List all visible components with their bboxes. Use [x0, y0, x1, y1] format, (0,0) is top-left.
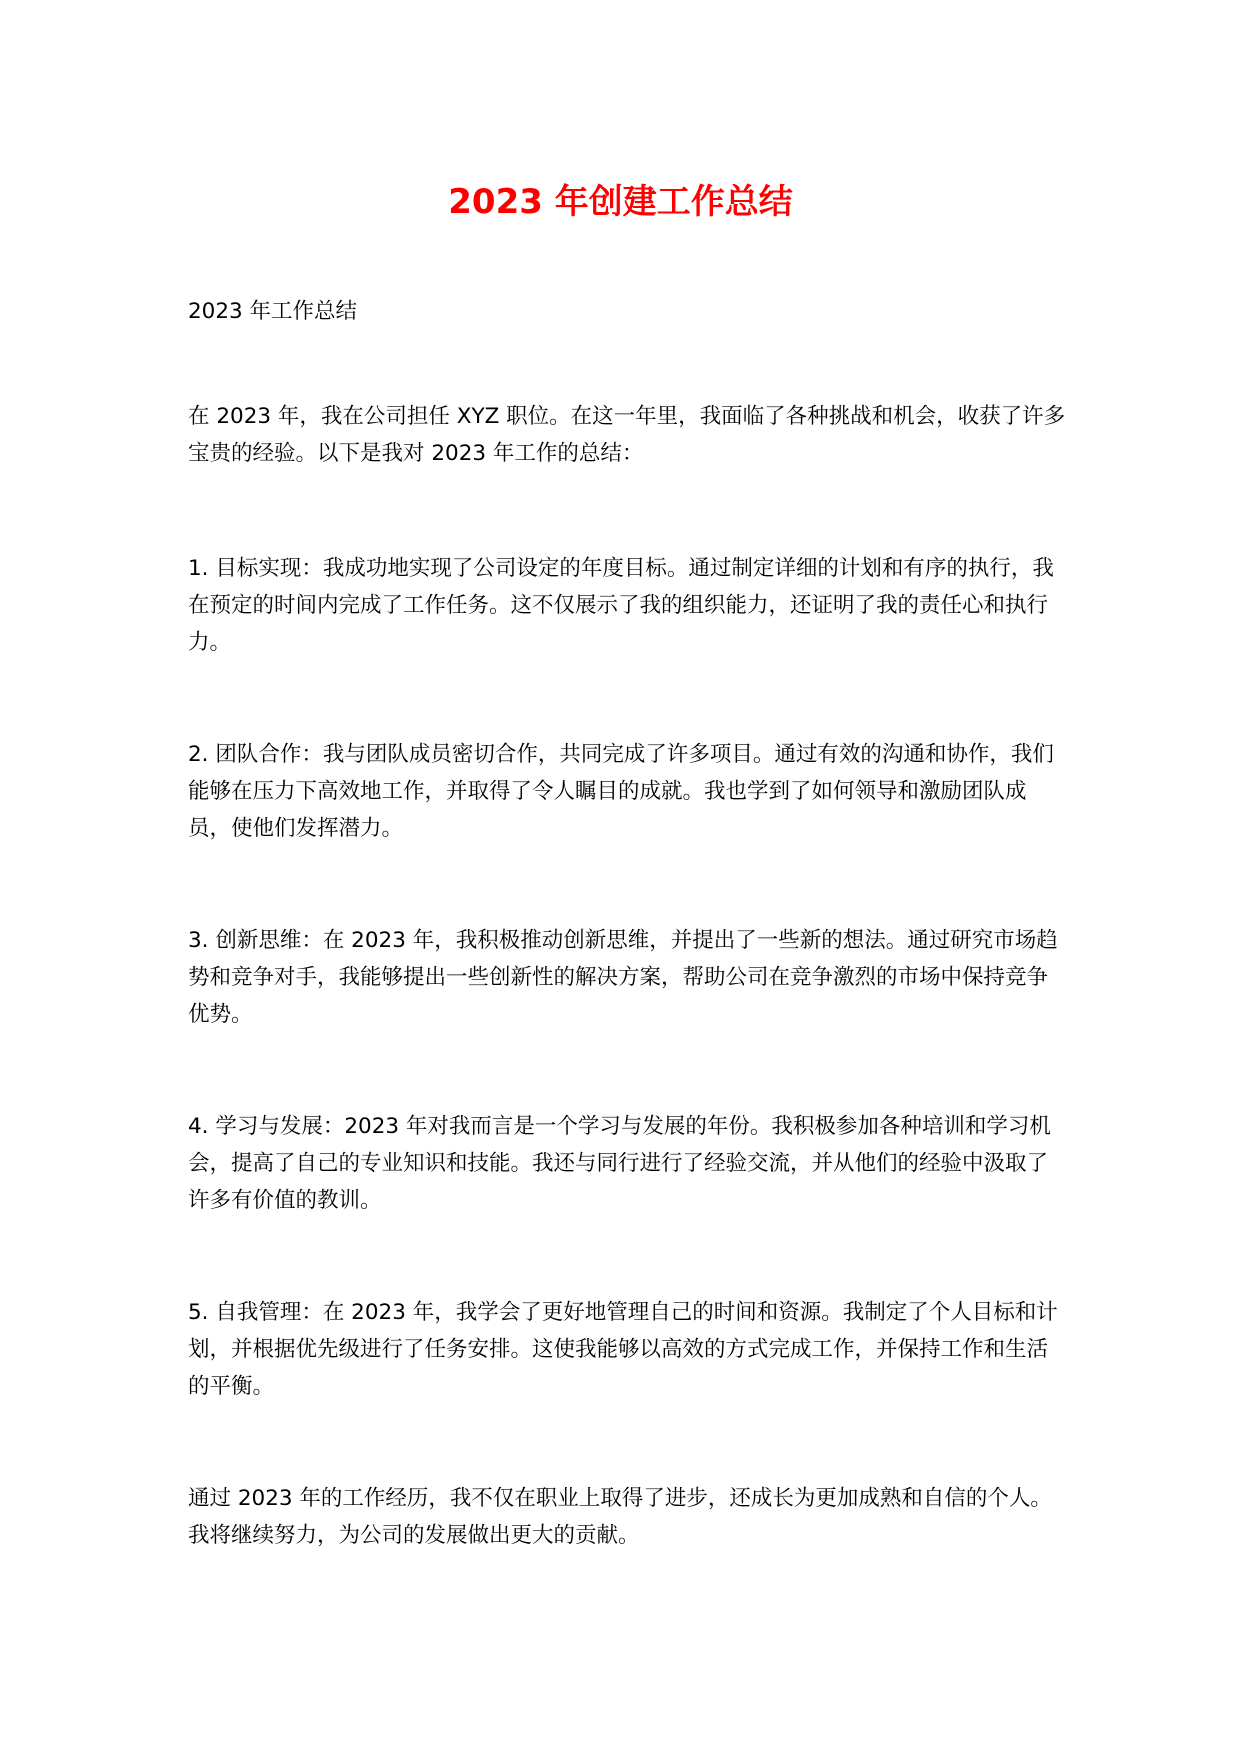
summary-item-innovation: 3. 创新思维：在 2023 年，我积极推动创新思维，并提出了一些新的想法。通过研究市场趋势和竞争对手，我能够提出一些创新性的解决方案，帮助公司在竞争激烈的市场中保持竞争优势。 [188, 928, 1058, 1027]
summary-item-goals: 1. 目标实现：我成功地实现了公司设定的年度目标。通过制定详细的计划和有序的执行，我在预定的时间内完成了工作任务。这不仅展示了我的组织能力，还证明了我的责任心和执行力。 [188, 556, 1054, 655]
conclusion-paragraph: 通过 2023 年的工作经历，我不仅在职业上取得了进步，还成长为更加成熟和自信的个人。我将继续努力，为公司的发展做出更大的贡献。 [188, 1486, 1052, 1548]
summary-item-teamwork: 2. 团队合作：我与团队成员密切合作，共同完成了许多项目。通过有效的沟通和协作，我们能够在压力下高效地工作，并取得了令人瞩目的成就。我也学到了如何领导和激励团队成员，使他们发挥潜力。 [188, 742, 1054, 841]
summary-item-learning: 4. 学习与发展：2023 年对我而言是一个学习与发展的年份。我积极参加各种培训和学习机会，提高了自己的专业知识和技能。我还与同行进行了经验交流，并从他们的经验中汲取了许多有价值的教训。 [188, 1114, 1051, 1213]
intro-paragraph: 在 2023 年，我在公司担任 XYZ 职位。在这一年里，我面临了各种挑战和机会，收获了许多宝贵的经验。以下是我对 2023 年工作的总结： [188, 404, 1066, 466]
document-title: 2023 年创建工作总结 [448, 182, 793, 222]
document-subtitle: 2023 年工作总结 [188, 299, 358, 324]
summary-item-self-management: 5. 自我管理：在 2023 年，我学会了更好地管理自己的时间和资源。我制定了个人目标和计划，并根据优先级进行了任务安排。这使我能够以高效的方式完成工作，并保持工作和生活的平衡。 [188, 1300, 1058, 1399]
